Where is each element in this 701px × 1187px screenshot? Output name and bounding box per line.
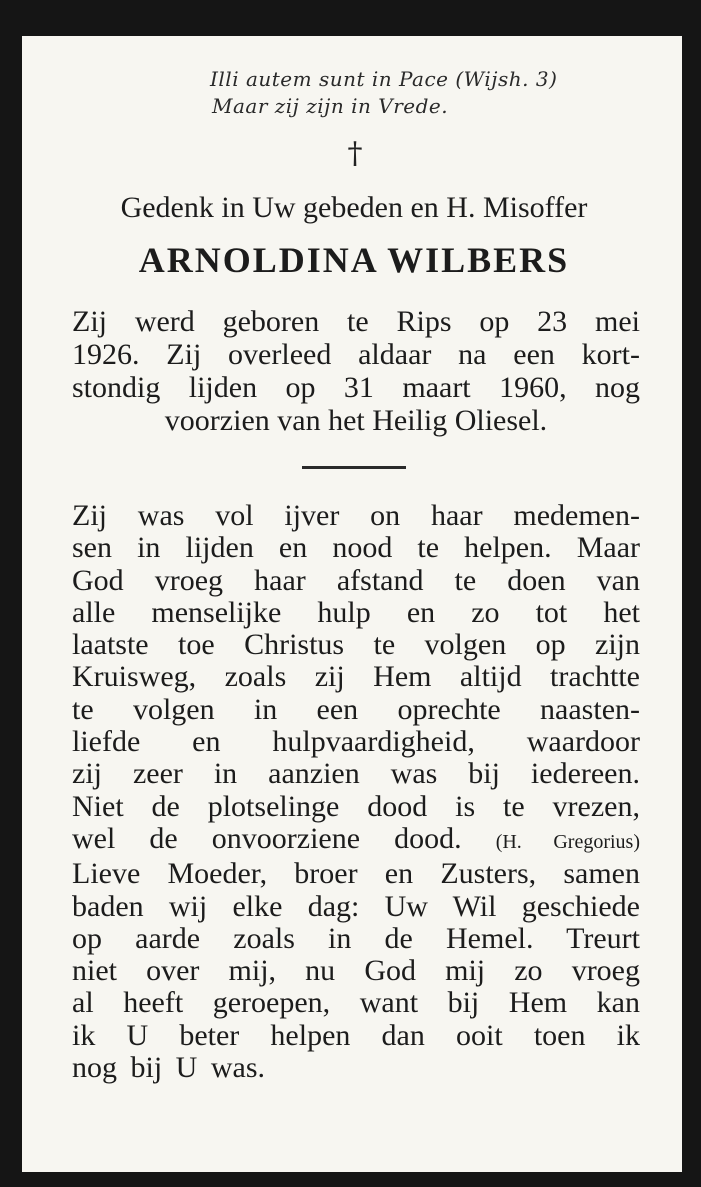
motto bbox=[210, 66, 640, 120]
text-line: sen in lijden en nood te helpen. Maar bbox=[72, 531, 640, 565]
birth-death-text bbox=[72, 305, 640, 437]
text-line: Lieve Moeder, broer en Zusters, samen bbox=[72, 857, 640, 891]
text-line: te volgen in een oprechte naasten- bbox=[72, 692, 640, 726]
text-line: alle menselijke hulp en zo tot het bbox=[72, 595, 640, 629]
text-line: liefde en hulpvaardigheid, waardoor bbox=[72, 725, 640, 759]
text-line: Zij was vol ijver on haar medemen- bbox=[72, 499, 640, 532]
text-line: Niet de plotselinge dood is te vrezen, bbox=[72, 789, 640, 823]
text-line: stondig lijden op 31 maart 1960, nog bbox=[72, 371, 640, 404]
text-line: baden wij elke dag: Uw Wil geschiede bbox=[72, 889, 640, 923]
text-line: laatste toe Christus te volgen op zijn bbox=[72, 628, 640, 662]
text-line: op aarde zoals in de Hemel. Treurt bbox=[72, 921, 640, 955]
deceased-name: ARNOLDINA WILBERS bbox=[138, 240, 570, 280]
text-line: 1926. Zij overleed aldaar na een kort- bbox=[72, 338, 640, 371]
quote-line bbox=[72, 823, 640, 858]
eulogy-text bbox=[72, 500, 640, 1084]
text-line: niet over mij, nu God mij zo vroeg bbox=[72, 954, 640, 988]
cross-icon: † bbox=[347, 136, 363, 171]
divider bbox=[302, 466, 406, 469]
text-line: ik U beter helpen dan ooit toen ik bbox=[72, 1018, 640, 1052]
quote-source: (H. Gregorius) bbox=[495, 830, 641, 853]
text-line: al heeft geroepen, want bij Hem kan bbox=[72, 986, 640, 1020]
text-line: nog bij U was. bbox=[72, 1051, 265, 1085]
quote-text: wel de onvoorziene dood. bbox=[72, 821, 462, 855]
text-line: zij zeer in aanzien was bij iedereen. bbox=[72, 757, 640, 791]
motto-latin: Illi autem sunt in Pace (Wijsh. 3) bbox=[210, 67, 558, 91]
text-line: Kruisweg, zoals zij Hem altijd trachtte bbox=[72, 660, 640, 694]
text-line: Zij werd geboren te Rips op 23 mei bbox=[72, 305, 640, 338]
intro-line: Gedenk in Uw gebeden en H. Misoffer bbox=[120, 191, 588, 224]
motto-dutch: Maar zij zijn in Vrede. bbox=[212, 94, 449, 118]
text-line: voorzien van het Heilig Oliesel. bbox=[164, 404, 548, 437]
text-line: God vroeg haar afstand te doen van bbox=[72, 563, 640, 597]
